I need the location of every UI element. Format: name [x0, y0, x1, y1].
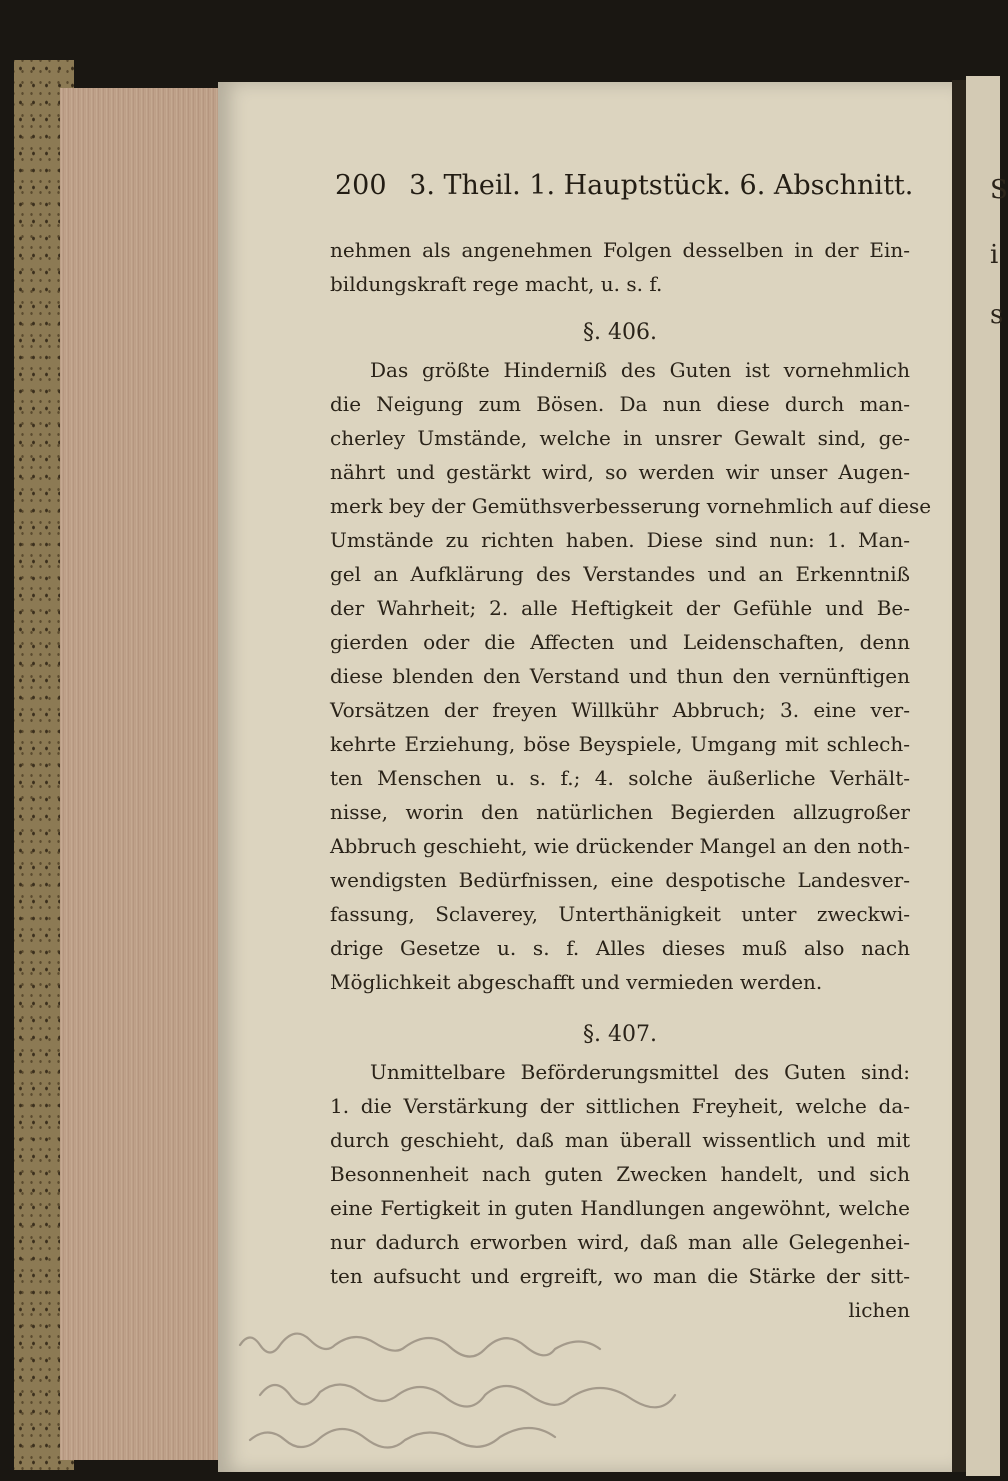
text-line: gel an Aufklärung des Verstandes und an Erkenntniß: [330, 562, 910, 586]
text-line: nur dadurch erworben wird, daß man alle Gelegenhei-: [330, 1230, 910, 1254]
text-line: diese blenden den Verstand und thun den vernünftigen: [330, 664, 910, 688]
facing-page-char: i: [990, 240, 999, 270]
facing-page-sliver: [966, 76, 1000, 1476]
facing-page-char: s: [990, 300, 1004, 330]
text-line: nährt und gestärkt wird, so werden wir unser Augen-: [330, 460, 910, 484]
text-line: bildungskraft rege macht, u. s. f.: [330, 272, 663, 296]
page-number: 200: [335, 170, 387, 201]
text-line: Abbruch geschieht, wie drückender Mangel an den noth-: [330, 834, 910, 858]
pencil-stroke: [240, 1334, 600, 1357]
page-block-edge: [60, 88, 220, 1460]
text-line: ten Menschen u. s. f.; 4. solche äußerliche Verhält-: [330, 766, 910, 790]
text-line: Das größte Hinderniß des Guten ist vornehmlich: [370, 358, 910, 382]
text-line: gierden oder die Affecten und Leidenschaften, denn: [330, 630, 910, 654]
text-line: die Neigung zum Bösen. Da nun diese durch man-: [330, 392, 910, 416]
text-line: wendigsten Bedürfnissen, eine despotische Landesver-: [330, 868, 910, 892]
text-line: der Wahrheit; 2. alle Heftigkeit der Gefühle und Be-: [330, 596, 910, 620]
running-header: [335, 170, 914, 201]
text-line: Vorsätzen der freyen Willkühr Abbruch; 3. eine ver-: [330, 698, 910, 722]
text-line: kehrte Erziehung, böse Beyspiele, Umgang mit schlech-: [330, 732, 910, 756]
text-line: Besonnenheit nach guten Zwecken handelt, und sich: [330, 1162, 910, 1186]
text-line: fassung, Sclaverey, Unterthänigkeit unter zweckwi-: [330, 902, 910, 926]
pencil-stroke: [250, 1428, 555, 1448]
book-gutter: [952, 80, 966, 1472]
text-line: cherley Umstände, welche in unsrer Gewalt sind, ge-: [330, 426, 910, 450]
handwritten-annotation: [230, 1310, 930, 1470]
facing-page-char: S: [990, 175, 1008, 205]
section-heading: §. 407.: [583, 1022, 657, 1047]
text-line: eine Fertigkeit in guten Handlungen angewöhnt, welche: [330, 1196, 910, 1220]
text-line: ten aufsucht und ergreift, wo man die Stärke der sitt-: [330, 1264, 910, 1288]
text-line: durch geschieht, daß man überall wissentlich und mit: [330, 1128, 910, 1152]
text-line: Umstände zu richten haben. Diese sind nun: 1. Man-: [330, 528, 910, 552]
text-line: nisse, worin den natürlichen Begierden allzugroßer: [330, 800, 910, 824]
text-line: Möglichkeit abgeschafft und vermieden werden.: [330, 970, 823, 994]
running-title: 3. Theil. 1. Hauptstück. 6. Abschnitt.: [409, 170, 914, 201]
catchword: lichen: [848, 1298, 910, 1322]
text-line: nehmen als angenehmen Folgen desselben in der Ein-: [330, 238, 910, 262]
page-body: [330, 233, 932, 1327]
pencil-stroke: [260, 1385, 675, 1408]
text-line: 1. die Verstärkung der sittlichen Freyheit, welche da-: [330, 1094, 910, 1118]
text-line: Unmittelbare Beförderungsmittel des Guten sind:: [370, 1060, 910, 1084]
text-line: drige Gesetze u. s. f. Alles dieses muß also nach: [330, 936, 910, 960]
text-line: merk bey der Gemüthsverbesserung vornehmlich auf diese: [330, 494, 932, 518]
section-heading: §. 406.: [583, 320, 657, 345]
